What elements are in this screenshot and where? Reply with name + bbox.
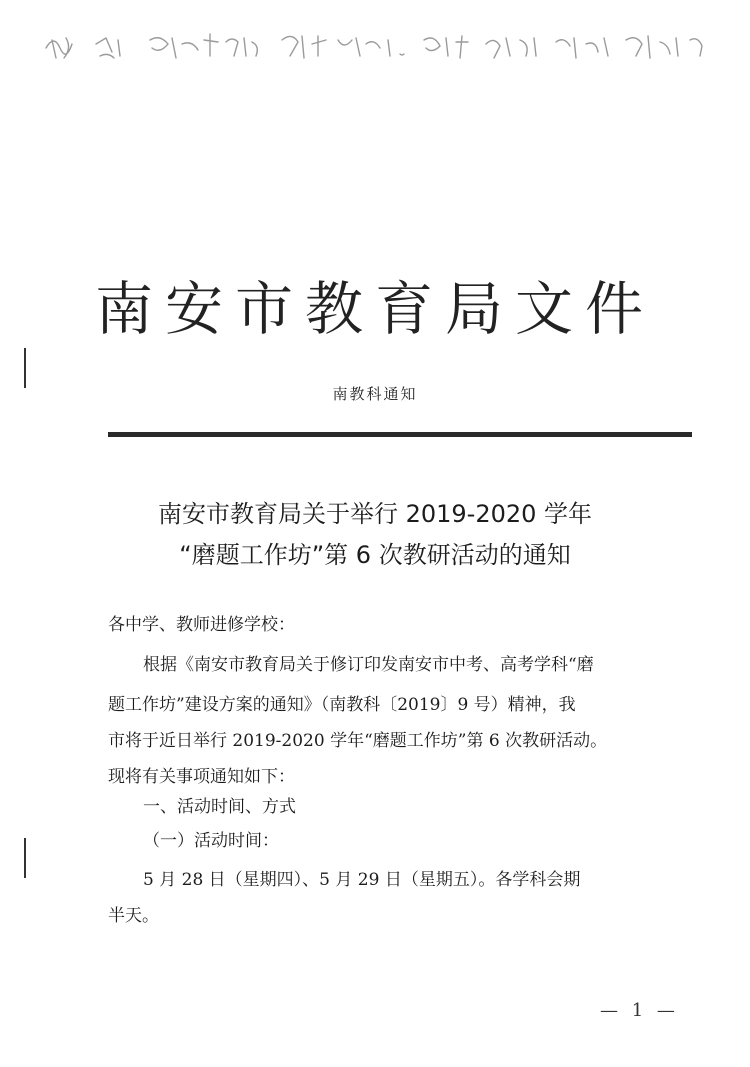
subsection-heading: （一）活动时间：	[143, 831, 279, 851]
header-divider	[108, 432, 692, 437]
body-line: 现将有关事项通知如下：	[108, 767, 295, 787]
notice-title-line-2: “磨题工作坊”第 6 次教研活动的通知	[179, 541, 571, 569]
notice-title-line-1: 南安市教育局关于举行 2019-2020 学年	[157, 500, 593, 528]
body-line: 5 月 28 日（星期四）、5 月 29 日（星期五）。各学科会期	[143, 870, 581, 890]
handwritten-annotation	[0, 0, 750, 90]
page-number: — 1 —	[600, 1000, 679, 1021]
body-line: 市将于近日举行 2019-2020 学年“磨题工作坊”第 6 次教研活动。	[108, 731, 608, 751]
document-header-title: 南安市教育局文件	[94, 275, 655, 343]
body-line: 半天。	[108, 906, 159, 926]
body-line: 根据《南安市教育局关于修订印发南安市中考、高考学科“磨	[143, 655, 594, 675]
handwriting-scribble	[0, 0, 750, 90]
binding-mark	[24, 348, 26, 388]
salutation: 各中学、教师进修学校：	[108, 615, 295, 635]
document-code: 南教科通知	[332, 385, 418, 403]
section-heading: 一、活动时间、方式	[143, 797, 296, 817]
binding-mark	[24, 838, 26, 878]
body-line: 题工作坊”建设方案的通知》（南教科〔2019〕9 号）精神，我	[108, 695, 576, 715]
